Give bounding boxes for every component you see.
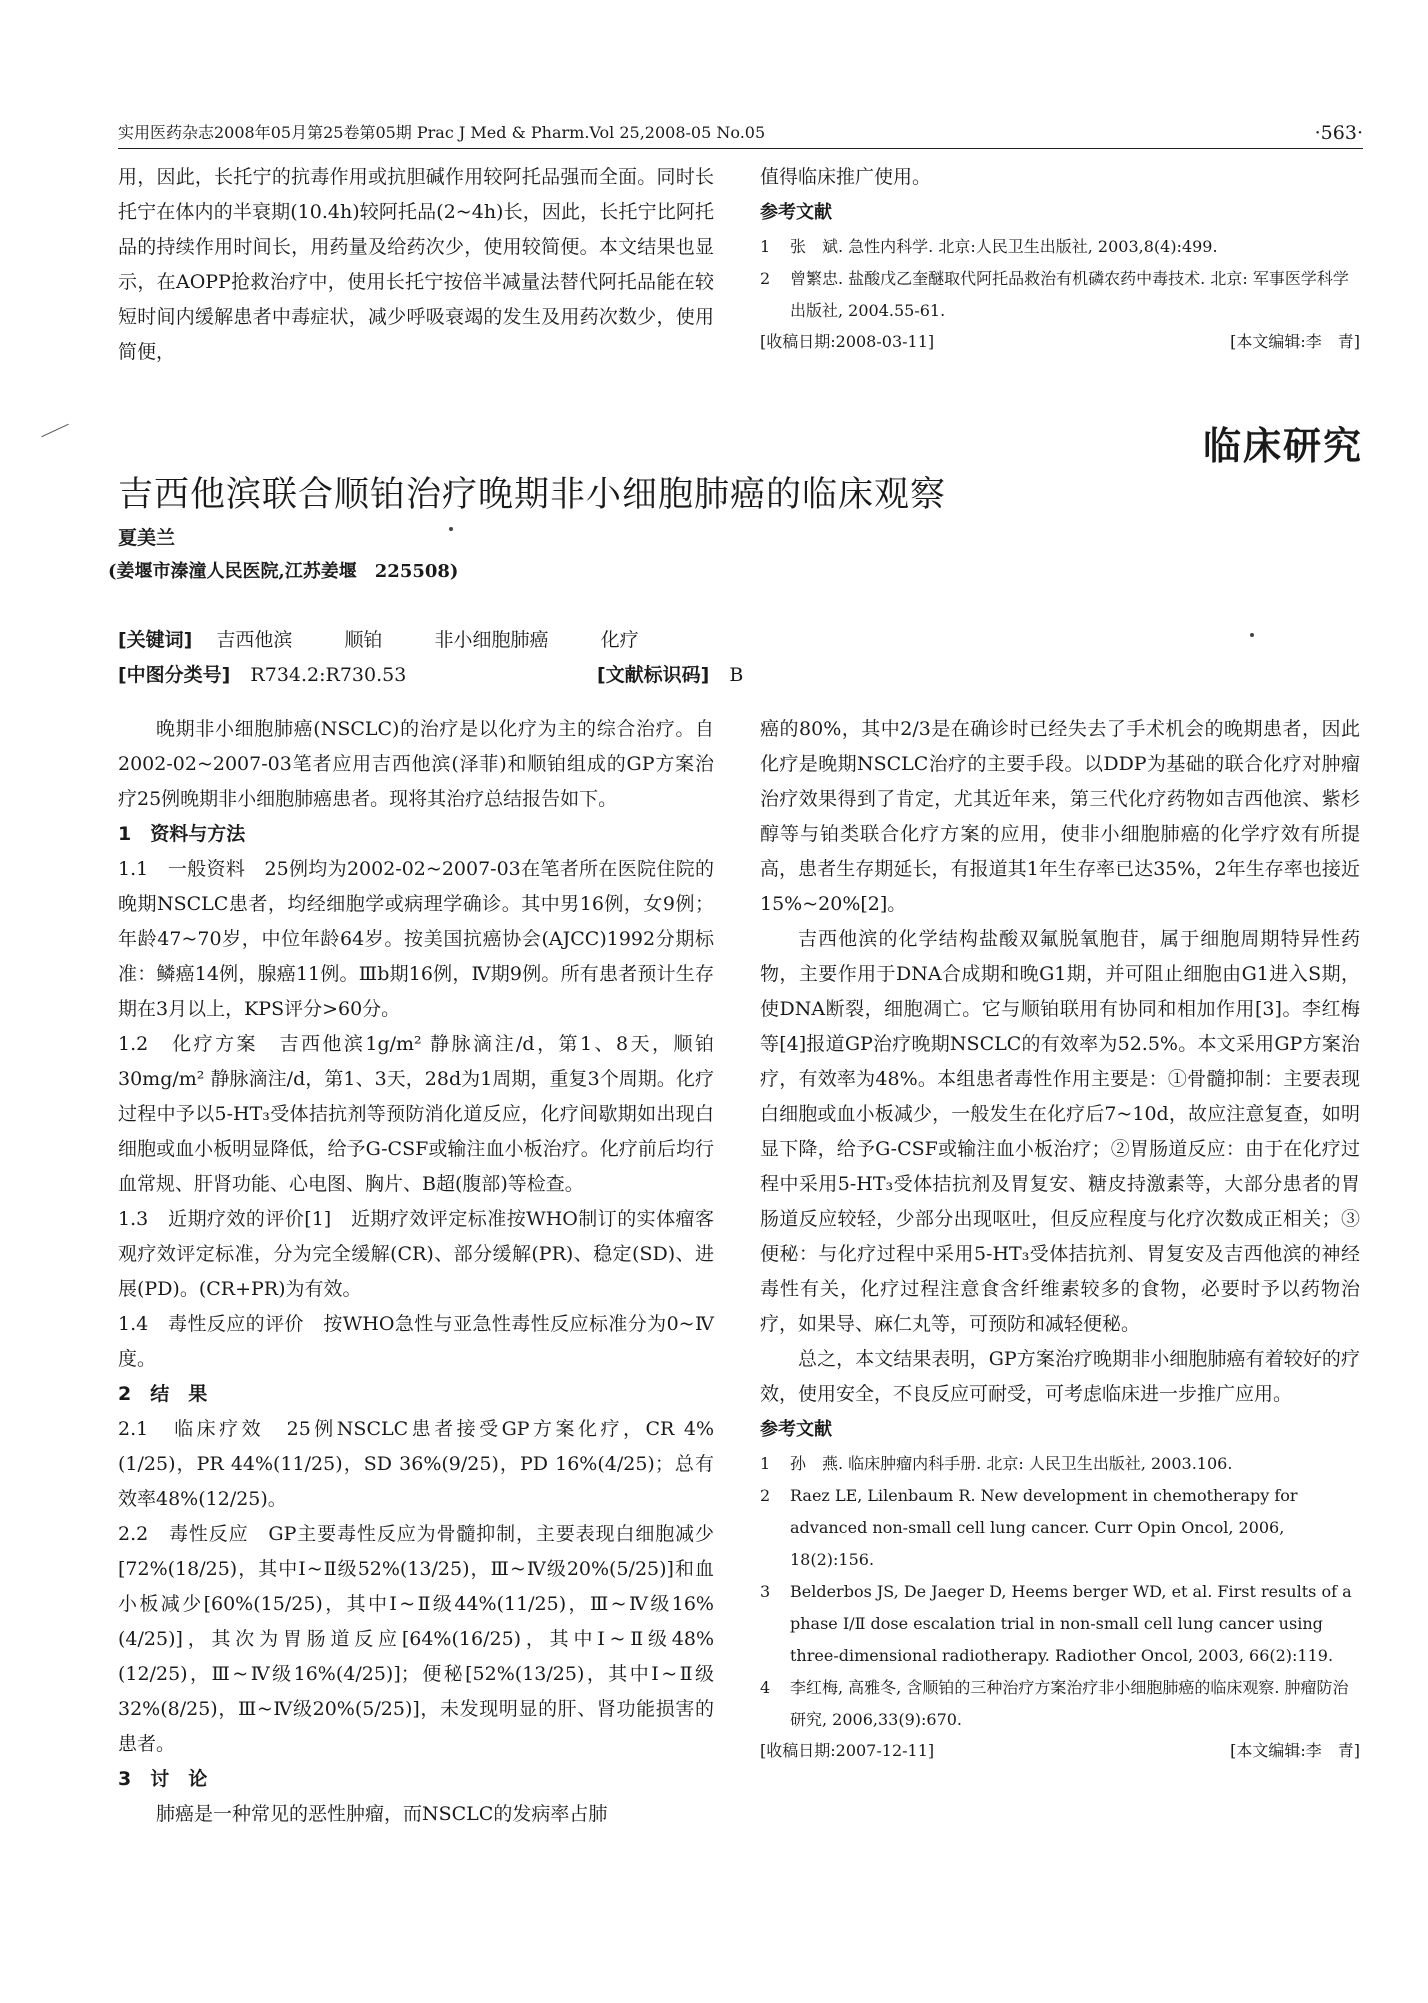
- journal-info: 实用医药杂志2008年05月第25卷第05期 Prac J Med & Pharm.Vol 25,2008-05 No.05: [118, 123, 766, 142]
- prev-article-closing: 值得临床推广使用。: [760, 166, 932, 188]
- keywords-line: [118, 625, 685, 652]
- paragraph-1-3: 1.3 近期疗效的评价[1] 近期疗效评定标准按WHO制订的实体瘤客观疗效评定标准，分为完全缓解(CR)、部分缓解(PR)、稳定(SD)、进展(PD)。(CR+PR)为有效。: [118, 1208, 714, 1300]
- paragraph-2-2: 2.2 毒性反应 GP主要毒性反应为骨髓抑制，主要表现白细胞减少[72%(18/25)，其中Ⅰ~Ⅱ级52%(13/25)，Ⅲ~Ⅳ级20%(5/25)]和血小板减少[60%(15/25)，其中Ⅰ~Ⅱ级44%(11/25)，Ⅲ~Ⅳ级16%(4/25)]，其次为胃肠道反应[64%(16/25)，其中Ⅰ~Ⅱ级48%(12/25)，Ⅲ~Ⅳ级16%(4/25)]；便秘[52%(13/25)，其中Ⅰ~Ⅱ级32%(8/25)，Ⅲ~Ⅳ级20%(5/25)]，未发现明显的肝、肾功能损害的患者。: [118, 1523, 714, 1755]
- paragraph-1-4: 1.4 毒性反应的评价 按WHO急性与亚急性毒性反应标准分为0~Ⅳ度。: [118, 1313, 714, 1370]
- reference-item: 4 李红梅, 高雅冬, 含顺铂的三种治疗方案治疗非小细胞肺癌的临床观察. 肿瘤防治研究, 2006,33(9):670.: [760, 1678, 1349, 1729]
- prev-article-text: 用，因此，长托宁的抗毒作用或抗胆碱作用较阿托品强而全面。同时长托宁在体内的半衰期(10.4h)较阿托品(2~4h)长，因此，长托宁比阿托品的持续作用时间长，用药量及给药次少，使用较简便。本文结果也显示，在AOPP抢救治疗中，使用长托宁按倍半减量法替代阿托品能在较短时间内缓解患者中毒症状，减少呼吸衰竭的发生及用药次数少，使用简便，: [118, 166, 714, 363]
- keyword: 非小细胞肺癌: [434, 629, 549, 651]
- article-title: 吉西他滨联合顺铂治疗晚期非小细胞肺癌的临床观察: [118, 475, 947, 515]
- prev-article-right-column: [760, 160, 1360, 357]
- document-code-line: [597, 660, 743, 687]
- page-number: ·563·: [1314, 122, 1363, 144]
- paragraph-1-1: 1.1 一般资料 25例均为2002-02~2007-03在笔者所在医院住院的晚期NSCLC患者，均经细胞学或病理学确诊。其中男16例，女9例；年龄47~70岁，中位年龄64岁。按美国抗癌协会(AJCC)1992分期标准：鳞癌14例，腺癌11例。Ⅲb期16例，Ⅳ期9例。所有患者预计生存期在3月以上，KPS评分>60分。: [118, 858, 714, 1020]
- scan-dot: [1250, 633, 1254, 637]
- article-left-column: [118, 712, 714, 1832]
- section-heading: 2 结 果: [118, 1383, 208, 1405]
- keyword: 吉西他滨: [216, 629, 293, 651]
- received-date: [收稿日期:2008-03-11]: [760, 332, 935, 351]
- reference-item: 2 曾繁忠. 盐酸戊乙奎醚取代阿托品救治有机磷农药中毒技术. 北京: 军事医学科学出版社, 2004.55-61.: [760, 269, 1349, 320]
- doc-code: B: [729, 664, 744, 686]
- reference-item: 3 Belderbos JS, De Jaeger D, Heems berger WD, et al. First results of a phase Ⅰ/Ⅱ dose escalation trial in non-small cell lung cancer using three-dimensional radiotherapy. Radiother Oncol, 2003, 66(2):119.: [760, 1582, 1352, 1665]
- prev-refs-title: 参考文献: [760, 202, 832, 223]
- doc-code-label: [文献标识码]: [597, 664, 710, 686]
- article-affiliation: (姜堰市溱潼人民医院,江苏姜堰 225508): [108, 561, 459, 582]
- intro-paragraph: 晚期非小细胞肺癌(NSCLC)的治疗是以化疗为主的综合治疗。自2002-02~2007-03笔者应用吉西他滨(泽菲)和顺铂组成的GP方案治疗25例晚期非小细胞肺癌患者。现将其治疗总结报告如下。: [118, 718, 714, 810]
- discussion-continued: 癌的80%，其中2/3是在确诊时已经失去了手术机会的晚期患者，因此化疗是晚期NSCLC治疗的主要手段。以DDP为基础的联合化疗对肿瘤治疗效果得到了肯定，尤其近年来，第三代化疗药物如吉西他滨、紫杉醇等与铂类联合化疗方案的应用，使非小细胞肺癌的化学疗效有所提高，患者生存期延长，有报道其1年生存率已达35%，2年生存率也接近15%~20%[2]。: [760, 718, 1360, 915]
- discussion-paragraph: 吉西他滨的化学结构盐酸双氟脱氧胞苷，属于细胞周期特异性药物，主要作用于DNA合成期和晚G1期，并可阻止细胞由G1进入S期，使DNA断裂，细胞凋亡。它与顺铂联用有协同和相加作用[3]。李红梅等[4]报道GP治疗晚期NSCLC的有效率为52.5%。本文采用GP方案治疗，有效率为48%。本组患者毒性作用主要是：①骨髓抑制：主要表现白细胞或血小板减少，一般发生在化疗后7~10d，故应注意复查，如明显下降，给予G-CSF或输注血小板治疗；②胃肠道反应：由于在化疗过程中采用5-HT₃受体拮抗剂及胃复安、糖皮持激素等，大部分患者的胃肠道反应较轻，少部分出现呕吐，但反应程度与化疗次数成正相关；③便秘：与化疗过程中采用5-HT₃受体拮抗剂、胃复安及吉西他滨的神经毒性有关，化疗过程注意食含纤维素较多的食物，必要时予以药物治疗，如果导、麻仁丸等，可预防和减轻便秘。: [760, 928, 1360, 1335]
- editor: [本文编辑:李 青]: [1230, 1741, 1360, 1760]
- reference-item: 1 孙 燕. 临床肿瘤内科手册. 北京: 人民卫生出版社, 2003.106.: [760, 1454, 1233, 1473]
- paragraph-2-1: 2.1 临床疗效 25例NSCLC患者接受GP方案化疗，CR 4%(1/25)，PR 44%(11/25)，SD 36%(9/25)，PD 16%(4/25)；总有效率48%(12/25)。: [118, 1418, 714, 1510]
- editor: [本文编辑:李 青]: [1230, 332, 1360, 351]
- scan-mark: [41, 424, 69, 438]
- clc-code: R734.2:R730.53: [250, 664, 407, 686]
- reference-item: 1 张 斌. 急性内科学. 北京:人民卫生出版社, 2003,8(4):499.: [760, 237, 1218, 256]
- clc-label: [中图分类号]: [118, 664, 231, 686]
- section-label: 临床研究: [1202, 424, 1363, 468]
- conclusion-paragraph: 总之，本文结果表明，GP方案治疗晚期非小细胞肺癌有着较好的疗效，使用安全，不良反应可耐受，可考虑临床进一步推广应用。: [760, 1348, 1360, 1405]
- received-date: [收稿日期:2007-12-11]: [760, 1741, 935, 1760]
- references-title: 参考文献: [760, 1419, 832, 1440]
- paragraph-1-2: 1.2 化疗方案 吉西他滨1g/m² 静脉滴注/d，第1、8天，顺铂30mg/m² 静脉滴注/d，第1、3天，28d为1周期，重复3个周期。化疗过程中予以5-HT₃受体拮抗剂等预防消化道反应，化疗间歇期如出现白细胞或血小板明显降低，给予G-CSF或输注血小板治疗。化疗前后均行血常规、肝肾功能、心电图、胸片、B超(腹部)等检查。: [118, 1033, 714, 1195]
- article-right-column: [760, 712, 1360, 1766]
- keyword: 化疗: [600, 629, 639, 651]
- running-header: [118, 118, 1363, 149]
- section-heading: 3 讨 论: [118, 1768, 208, 1790]
- prev-received-line: [760, 327, 1360, 357]
- prev-article-left-column: [118, 160, 714, 370]
- reference-item: 2 Raez LE, Lilenbaum R. New development in chemotherapy for advanced non-small cell lung cancer. Curr Opin Oncol, 2006, 18(2):156.: [760, 1486, 1298, 1569]
- received-line: [760, 1736, 1360, 1766]
- classification-line: [118, 660, 406, 687]
- article-author: 夏美兰: [118, 527, 176, 549]
- keyword: 顺铂: [344, 629, 383, 651]
- section-heading: 1 资料与方法: [118, 823, 246, 845]
- discussion-paragraph: 肺癌是一种常见的恶性肿瘤，而NSCLC的发病率占肺: [156, 1803, 608, 1825]
- keywords-label: [关键词]: [118, 629, 193, 651]
- scan-dot: [449, 527, 453, 531]
